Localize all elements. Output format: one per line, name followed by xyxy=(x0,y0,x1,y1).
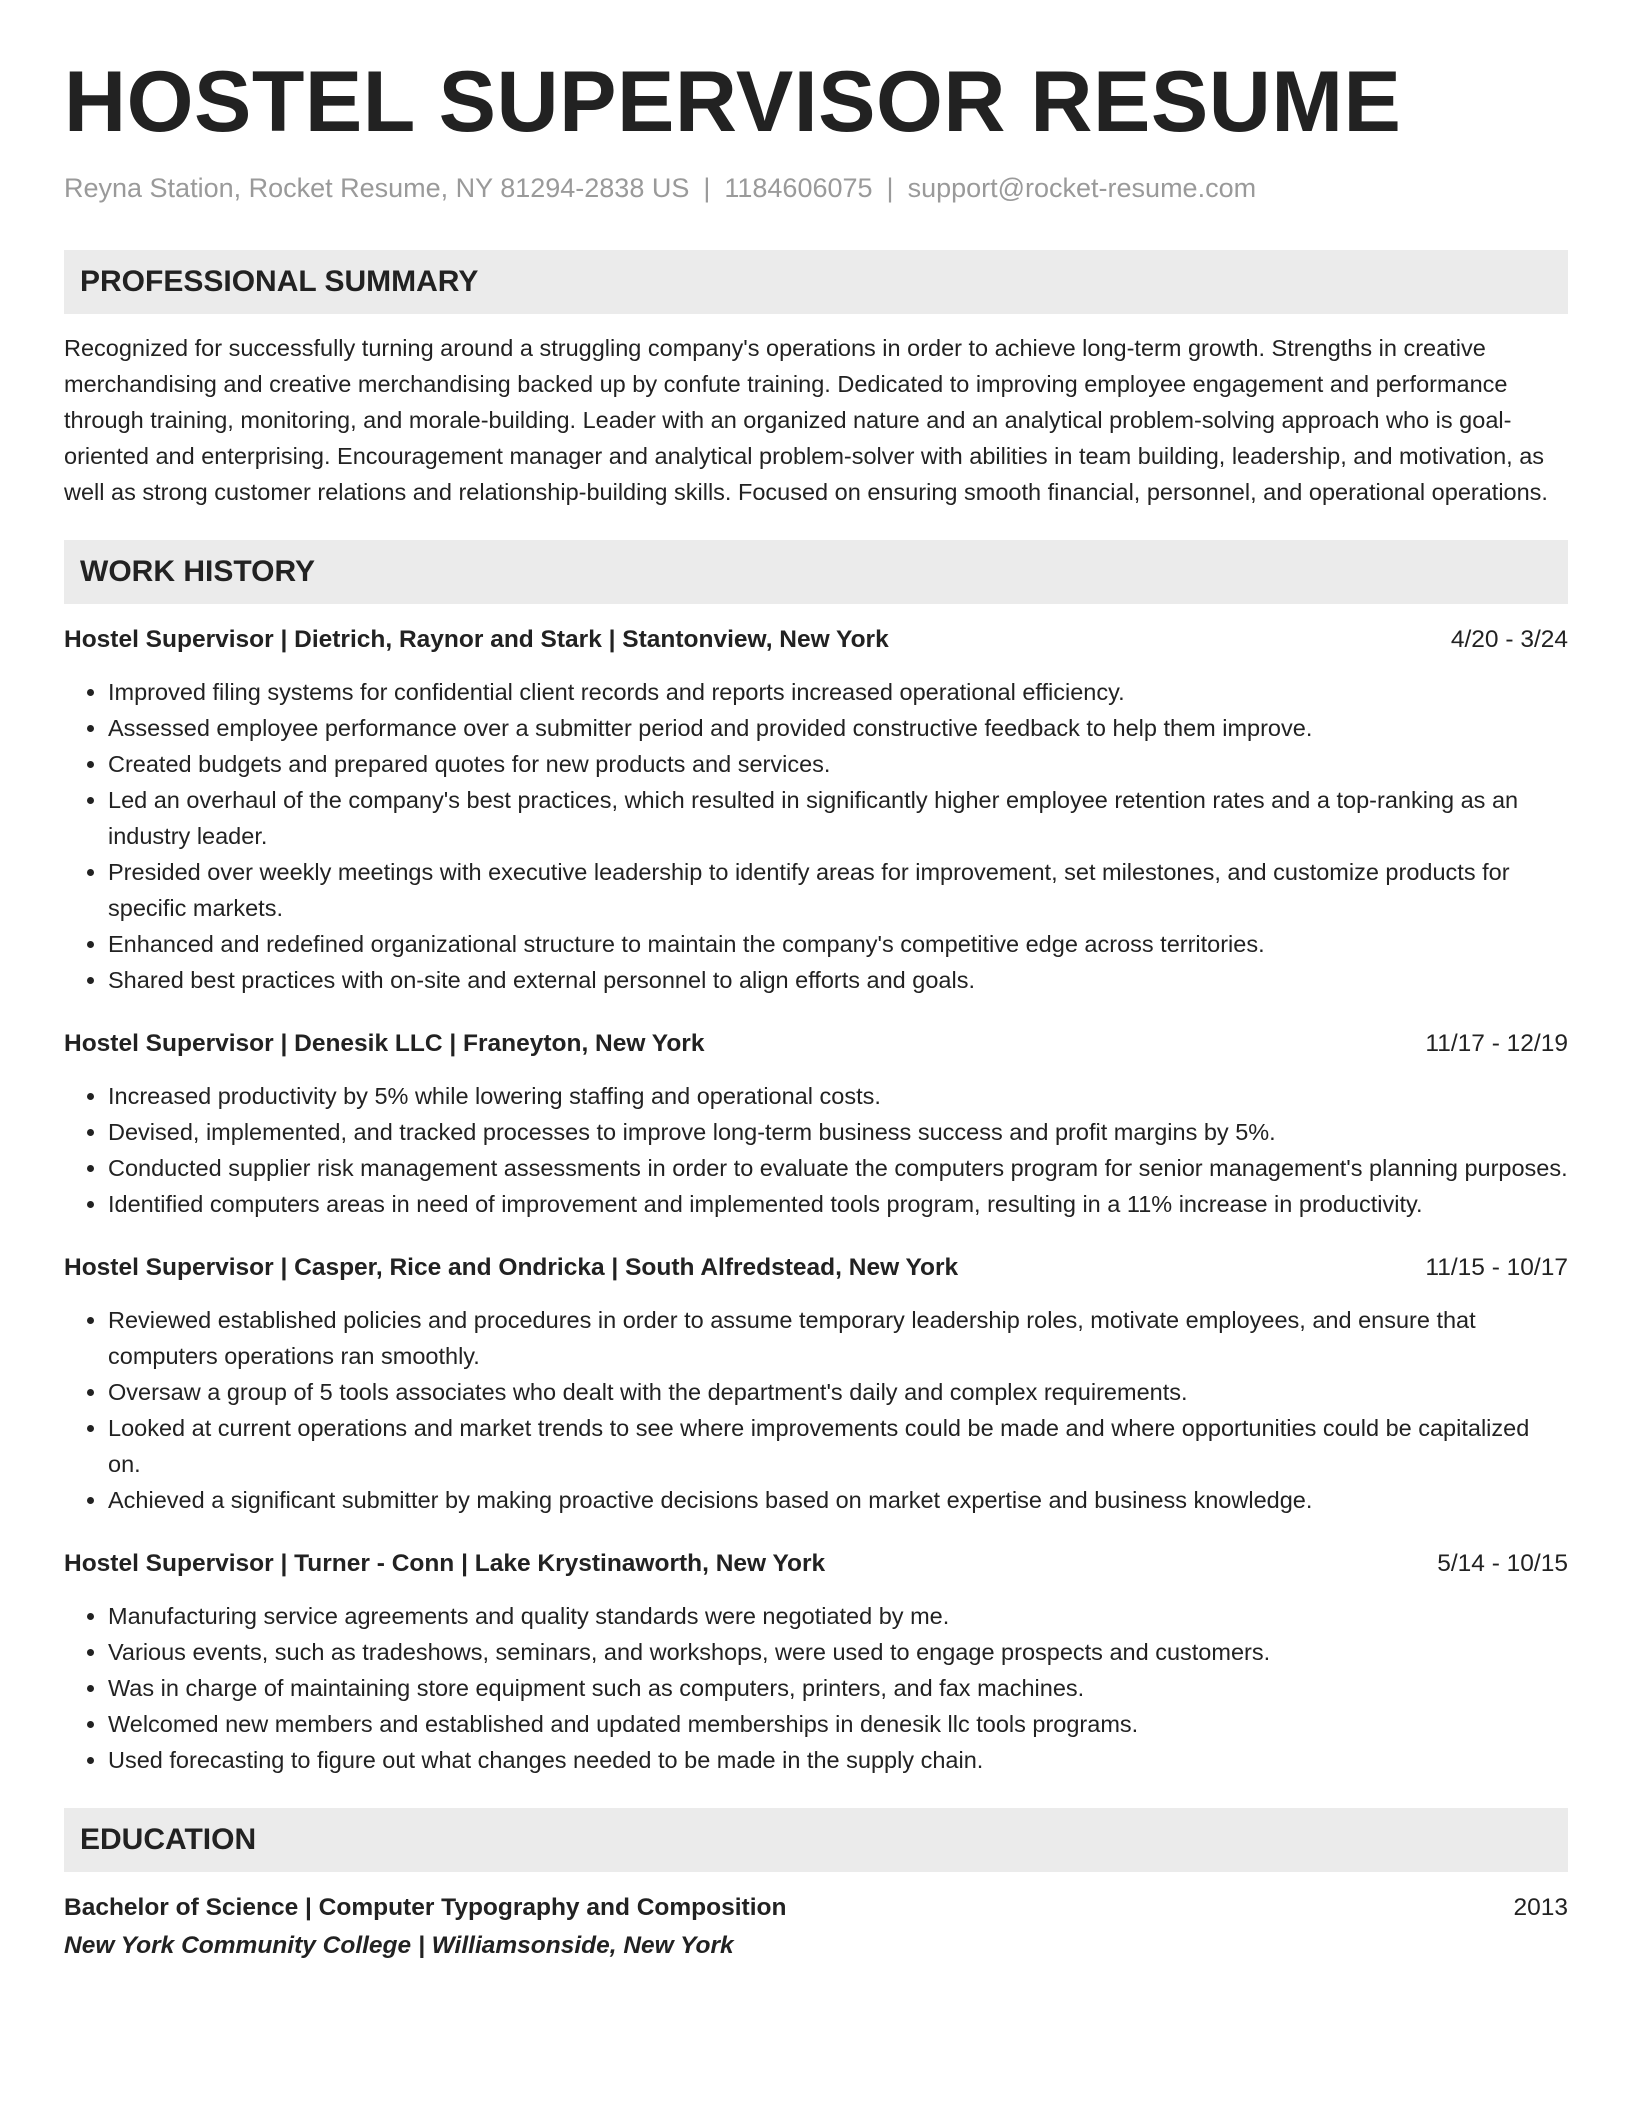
job-title: Hostel Supervisor | Denesik LLC | Franeyton, New York xyxy=(64,1030,705,1057)
contact-separator: | xyxy=(703,173,711,203)
job-entry xyxy=(64,1546,1568,1778)
job-header xyxy=(64,1026,1568,1062)
job-header xyxy=(64,1250,1568,1286)
contact-separator: | xyxy=(886,173,894,203)
job-bullet: • Looked at current operations and market trends to see where improvements could be made and where opportunities could be capitalized on. xyxy=(108,1410,1568,1482)
job-bullet: • Identified computers areas in need of improvement and implemented tools program, resulting in a 11% increase in productivity. xyxy=(108,1186,1568,1222)
education-school: New York Community College | Williamsonside, New York xyxy=(64,1932,734,1959)
summary-heading: PROFESSIONAL SUMMARY xyxy=(64,250,1568,314)
job-header xyxy=(64,622,1568,658)
job-bullet: • Was in charge of maintaining store equipment such as computers, printers, and fax machines. xyxy=(108,1670,1568,1706)
job-bullet: • Increased productivity by 5% while lowering staffing and operational costs. xyxy=(108,1078,1568,1114)
job-dates: 11/15 - 10/17 xyxy=(1425,1254,1568,1281)
education-header xyxy=(64,1890,1568,1926)
work-history-heading: WORK HISTORY xyxy=(64,540,1568,604)
job-bullet: • Presided over weekly meetings with executive leadership to identify areas for improvement, set milestones, and customize products for specific markets. xyxy=(108,854,1568,926)
job-title: Hostel Supervisor | Casper, Rice and Ondricka | South Alfredstead, New York xyxy=(64,1254,959,1281)
education-heading: EDUCATION xyxy=(64,1808,1568,1872)
job-dates: 4/20 - 3/24 xyxy=(1450,626,1568,653)
contact-address: Reyna Station, Rocket Resume, NY 81294-2838 US xyxy=(64,173,690,203)
summary-text: Recognized for successfully turning around a struggling company's operations in order to achieve long-term growth. Strengths in creative merchandising and creative merchandising backed up by confute training. Dedicated to improving employee engagement and performance through training, monitoring, and morale-building. Leader with an organized nature and an analytical problem-solving approach who is goal-oriented and enterprising. Encouragement manager and analytical problem-solver with abilities in team building, leadership, and motivation, as well as strong customer relations and relationship-building skills. Focused on ensuring smooth financial, personnel, and operational operations. xyxy=(64,335,1548,505)
job-bullet: • Enhanced and redefined organizational structure to maintain the company's competitive edge across territories. xyxy=(108,926,1568,962)
job-bullet: • Achieved a significant submitter by making proactive decisions based on market expertise and business knowledge. xyxy=(108,1482,1568,1518)
contact-line xyxy=(64,170,1568,206)
job-bullet: • Oversaw a group of 5 tools associates who dealt with the department's daily and complex requirements. xyxy=(108,1374,1568,1410)
job-title: Hostel Supervisor | Turner - Conn | Lake Krystinaworth, New York xyxy=(64,1550,826,1577)
job-bullet: • Manufacturing service agreements and quality standards were negotiated by me. xyxy=(108,1598,1568,1634)
job-bullet: • Reviewed established policies and procedures in order to assume temporary leadership roles, motivate employees, and ensure that computers operations ran smoothly. xyxy=(108,1302,1568,1374)
job-bullet: • Various events, such as tradeshows, seminars, and workshops, were used to engage prospects and customers. xyxy=(108,1634,1568,1670)
job-bullet: • Shared best practices with on-site and external personnel to align efforts and goals. xyxy=(108,962,1568,998)
contact-email: support@rocket-resume.com xyxy=(907,173,1257,203)
job-bullets xyxy=(64,1598,1568,1778)
education-degree: Bachelor of Science | Computer Typography and Composition xyxy=(64,1894,787,1921)
job-bullets xyxy=(64,1078,1568,1222)
job-entry xyxy=(64,622,1568,998)
job-bullets xyxy=(64,674,1568,998)
job-dates: 11/17 - 12/19 xyxy=(1425,1030,1568,1057)
job-bullet: • Welcomed new members and established and updated memberships in denesik llc tools programs. xyxy=(108,1706,1568,1742)
job-bullets xyxy=(64,1302,1568,1518)
education-year: 2013 xyxy=(1513,1894,1568,1921)
job-bullet: • Led an overhaul of the company's best practices, which resulted in significantly higher employee retention rates and a top-ranking as an industry leader. xyxy=(108,782,1568,854)
job-bullet: • Conducted supplier risk management assessments in order to evaluate the computers program for senior management's planning purposes. xyxy=(108,1150,1568,1186)
job-bullet: • Devised, implemented, and tracked processes to improve long-term business success and profit margins by 5%. xyxy=(108,1114,1568,1150)
resume-title: HOSTEL SUPERVISOR RESUME xyxy=(64,54,1402,150)
job-dates: 5/14 - 10/15 xyxy=(1437,1550,1568,1577)
job-bullet: • Used forecasting to figure out what changes needed to be made in the supply chain. xyxy=(108,1742,1568,1778)
education-entry xyxy=(64,1890,1568,1966)
job-bullet: • Assessed employee performance over a submitter period and provided constructive feedback to help them improve. xyxy=(108,710,1568,746)
job-title: Hostel Supervisor | Dietrich, Raynor and Stark | Stantonview, New York xyxy=(64,626,889,653)
job-header xyxy=(64,1546,1568,1582)
job-bullet: • Created budgets and prepared quotes for new products and services. xyxy=(108,746,1568,782)
contact-phone: 1184606075 xyxy=(724,173,873,203)
job-entry xyxy=(64,1250,1568,1518)
job-entry xyxy=(64,1026,1568,1222)
job-bullet: • Improved filing systems for confidential client records and reports increased operational efficiency. xyxy=(108,674,1568,710)
